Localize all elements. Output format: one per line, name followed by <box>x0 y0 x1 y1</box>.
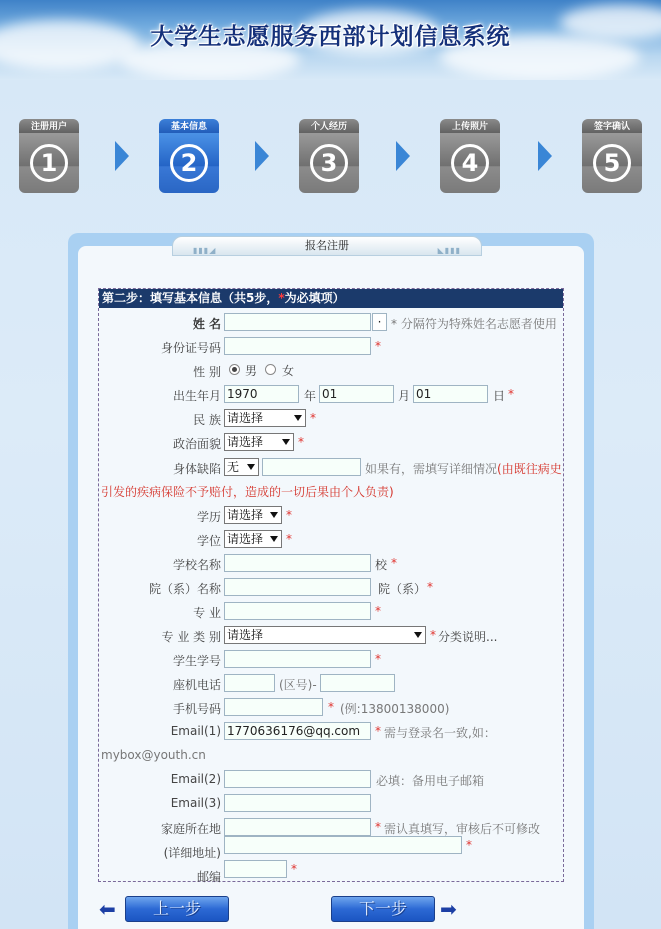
home-address-hint: 需认真填写，审核后不可修改 <box>384 822 541 836</box>
required-mark: * <box>391 556 397 570</box>
id-number-label: 身份证号码 <box>160 341 221 355</box>
step-2-basic-info[interactable] <box>159 119 219 193</box>
department-label: 院（系）名称 <box>148 582 221 596</box>
step-5-confirm[interactable] <box>582 119 642 193</box>
arrow-right-icon <box>396 141 410 171</box>
chevron-down-icon <box>282 439 290 445</box>
email3-input[interactable] <box>224 794 371 812</box>
app-title: 大学生志愿服务西部计划信息系统 <box>150 24 511 50</box>
required-mark: * <box>427 580 433 594</box>
mobile-input[interactable] <box>224 698 323 716</box>
required-mark: * <box>508 387 514 401</box>
required-mark: * <box>375 604 381 618</box>
area-code-input[interactable] <box>224 674 275 692</box>
chevron-down-icon <box>247 464 255 470</box>
decorative-dots-icon: ◣▮▮▮ <box>437 246 461 255</box>
email1-hint-example: mybox@youth.cn <box>101 748 206 762</box>
ethnicity-value: 请选择 <box>227 411 264 425</box>
political-label: 政治面貌 <box>172 437 221 451</box>
school-suffix: 校 <box>375 558 388 572</box>
required-mark: * <box>286 508 292 522</box>
disability-value: 无 <box>227 460 240 474</box>
id-number-input[interactable] <box>224 337 371 355</box>
required-mark: * <box>291 862 297 876</box>
detail-address-label: (详细地址) <box>163 846 221 860</box>
degree-label: 学位 <box>196 534 221 548</box>
arrow-right-icon <box>538 141 552 171</box>
required-mark: * <box>430 628 436 642</box>
day-unit: 日 <box>493 389 506 403</box>
home-address-label: 家庭所在地 <box>160 822 221 836</box>
step-number: 4 <box>451 144 489 182</box>
chevron-down-icon <box>414 632 422 638</box>
section-title <box>99 289 563 308</box>
major-category-label: 专 业 类 别 <box>161 630 221 644</box>
name-separator-button[interactable]: · <box>372 313 387 331</box>
degree-select[interactable] <box>224 530 282 548</box>
section-title-prefix: 第二步：填写基本信息（共5步， <box>102 291 279 305</box>
chevron-down-icon <box>270 512 278 518</box>
month-unit: 月 <box>398 389 411 403</box>
gender-male-label: 男 <box>245 364 258 378</box>
school-input[interactable] <box>224 554 371 572</box>
category-help-link[interactable]: 分类说明... <box>438 630 498 644</box>
gender-female-radio[interactable] <box>265 364 276 375</box>
landline-label: 座机电话 <box>172 678 221 692</box>
prev-step-button[interactable]: 上一步 <box>125 896 229 922</box>
gender-label: 性 别 <box>193 365 221 379</box>
disability-warning-text: (由既往病史 <box>497 462 562 476</box>
email3-label: Email(3) <box>170 796 221 810</box>
ethnicity-label: 民 族 <box>193 413 221 427</box>
department-suffix: 院（系） <box>378 582 427 596</box>
decorative-dots-icon: ▮▮▮◢ <box>193 246 217 255</box>
major-category-select[interactable] <box>224 626 426 644</box>
step-label: 上传照片 <box>440 119 500 135</box>
step-label: 注册用户 <box>19 119 79 135</box>
major-label: 专 业 <box>193 606 221 620</box>
section-title-suffix: 为必填项） <box>284 291 345 305</box>
political-select[interactable] <box>224 433 294 451</box>
gender-female-label: 女 <box>282 364 295 378</box>
required-mark: * <box>310 411 316 425</box>
education-select[interactable] <box>224 506 282 524</box>
required-mark: * <box>298 435 304 449</box>
major-category-value: 请选择 <box>227 628 264 642</box>
postcode-input[interactable] <box>224 860 287 878</box>
ethnicity-select[interactable] <box>224 409 306 427</box>
header-banner <box>0 0 661 80</box>
political-value: 请选择 <box>227 435 264 449</box>
step-label: 基本信息 <box>159 119 219 135</box>
required-mark: * <box>375 820 381 834</box>
email1-hint: 需与登录名一致,如： <box>384 726 496 740</box>
gender-male-radio[interactable] <box>229 364 240 375</box>
arrow-right-icon <box>255 141 269 171</box>
birth-label: 出生年月 <box>172 389 221 403</box>
disability-hint <box>365 460 562 477</box>
department-input[interactable] <box>224 578 371 596</box>
detail-address-input[interactable] <box>224 836 462 854</box>
student-id-input[interactable] <box>224 650 371 668</box>
panel-tab-title: 报名注册 <box>305 239 349 252</box>
required-mark: * <box>375 724 381 738</box>
step-4-photo[interactable] <box>440 119 500 193</box>
required-mark: * <box>466 838 472 852</box>
major-input[interactable] <box>224 602 371 620</box>
next-step-button[interactable]: 下一步 <box>331 896 435 922</box>
landline-number-input[interactable] <box>320 674 395 692</box>
year-unit: 年 <box>304 389 317 403</box>
step-number: 2 <box>170 144 208 182</box>
email1-label: Email(1) <box>170 724 221 738</box>
school-label: 学校名称 <box>172 558 221 572</box>
step-label: 签字确认 <box>582 119 642 135</box>
required-mark: * <box>375 339 381 353</box>
education-label: 学历 <box>196 510 221 524</box>
arrow-right-icon <box>115 141 129 171</box>
required-mark: * <box>278 291 285 305</box>
required-mark: * <box>286 532 292 546</box>
mobile-label: 手机号码 <box>172 702 221 716</box>
area-code-hint: (区号)- <box>279 678 317 692</box>
disability-select[interactable] <box>224 458 259 476</box>
arrow-right-icon[interactable]: ➡ <box>440 897 457 921</box>
birth-month-input[interactable]: 01 <box>319 385 394 403</box>
required-mark: * <box>375 652 381 666</box>
chevron-down-icon <box>294 415 302 421</box>
step-number: 3 <box>310 144 348 182</box>
step-3-experience[interactable] <box>299 119 359 193</box>
degree-value: 请选择 <box>227 532 264 546</box>
home-address-input[interactable] <box>224 818 371 836</box>
disability-hint-text: 如果有，需填写详细情况 <box>365 462 498 476</box>
disability-warning-line2: 引发的疾病保险不予赔付，造成的一切后果由个人负责) <box>101 485 394 499</box>
step-label: 个人经历 <box>299 119 359 135</box>
disability-detail-input[interactable] <box>262 458 361 476</box>
birth-day-input[interactable]: 01 <box>413 385 488 403</box>
education-value: 请选择 <box>227 508 264 522</box>
name-label: 姓 名 <box>192 317 221 331</box>
chevron-down-icon <box>270 536 278 542</box>
birth-year-input[interactable]: 1970 <box>224 385 299 403</box>
email2-label: Email(2) <box>170 772 221 786</box>
panel-tab <box>172 236 482 256</box>
step-number: 5 <box>593 144 631 182</box>
email2-input[interactable] <box>224 770 371 788</box>
email2-hint: 必填：备用电子邮箱 <box>376 774 485 788</box>
student-id-label: 学生学号 <box>172 654 221 668</box>
name-hint: * 分隔符为特殊姓名志愿者使用 <box>391 317 557 331</box>
postcode-label: 邮编 <box>196 870 221 884</box>
name-input[interactable] <box>224 313 371 331</box>
email1-input[interactable]: 1770636176@qq.com <box>224 722 371 740</box>
disability-label: 身体缺陷 <box>172 462 221 476</box>
step-1-register[interactable] <box>19 119 79 193</box>
step-number: 1 <box>30 144 68 182</box>
required-mark: * <box>328 700 334 714</box>
arrow-left-icon[interactable]: ⬅ <box>99 897 116 921</box>
mobile-hint: (例:13800138000) <box>340 702 450 716</box>
